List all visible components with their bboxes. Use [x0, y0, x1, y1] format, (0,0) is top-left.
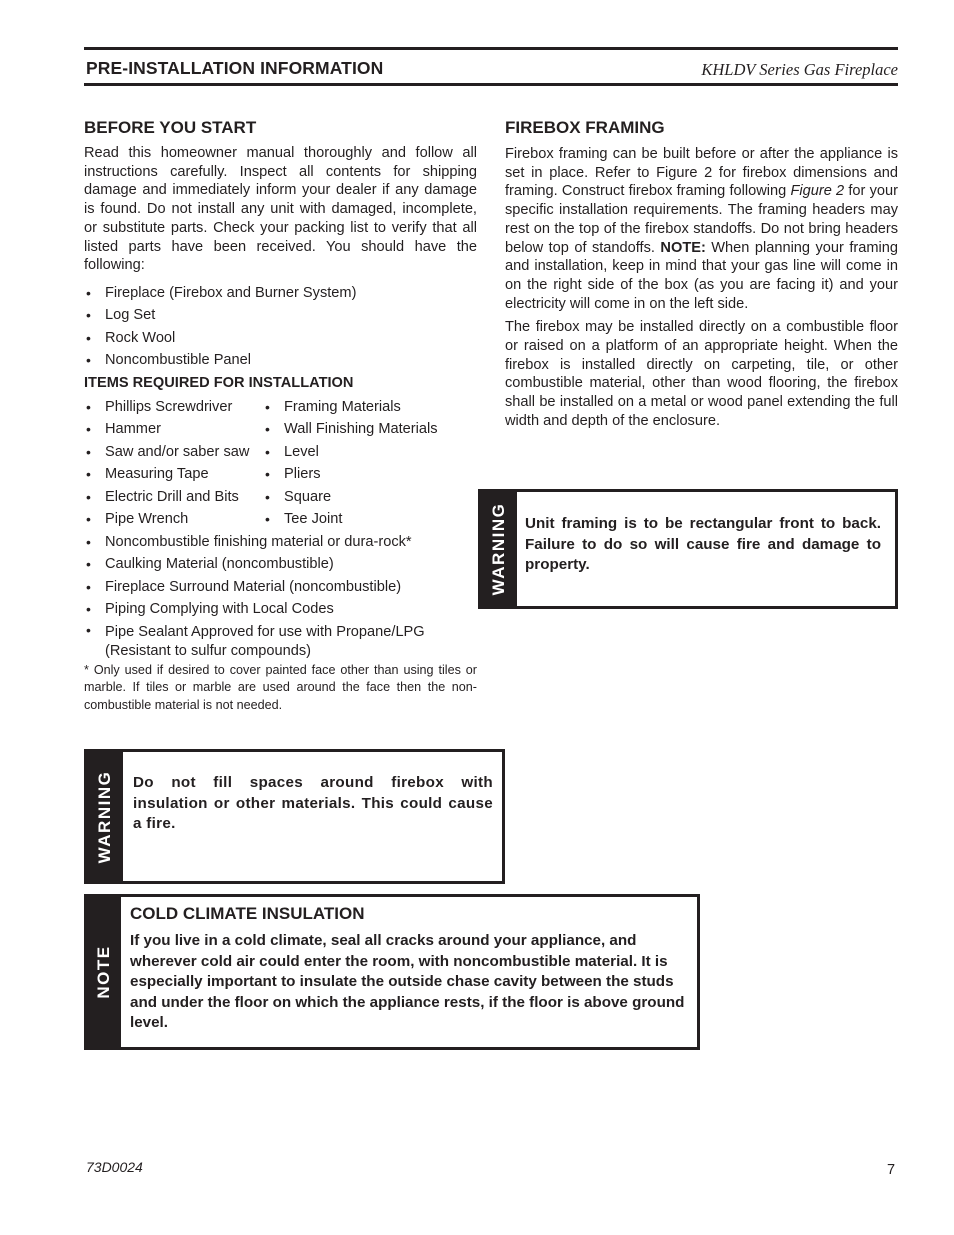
list-item: • Caulking Material (noncombustible)	[84, 553, 477, 576]
firebox-framing-paragraph-2: The firebox may be installed directly on a combustible floor or raised on a platform of an appropriate height. When the firebox is installed directly on carpeting, tile, or other combustible material, other than wood flooring, the firebox shall be installed on a metal or wood panel extending the full width and depth of the enclosure.	[505, 319, 898, 429]
header-rule-bottom	[84, 83, 898, 86]
list-item: • Pipe Sealant Approved for use with Propane/LPG (Resistant to sulfur compounds)	[84, 621, 477, 661]
product-title: KHLDV Series Gas Fireplace	[701, 60, 898, 79]
text-run: When planning your framing and installation, keep in mind that your gas line will come in on the right side of the box (as you are facing it) and your electricity will come in on the left side.	[505, 239, 898, 312]
text-run: Firebox framing can be built before or after the appliance is set in place. Refer to Figure 2 for firebox dimensions and framing. Construct firebox framing following	[505, 146, 898, 200]
list-item: • Noncombustible Panel	[84, 349, 477, 372]
note-text: If you live in a cold climate, seal all cracks around your appliance, and wherever cold air could enter the room, with noncombustible material. It is especially important to insulate the outside chase cavity between the studs and under the floor on which the appliance rests, if the floor is above ground level.	[130, 932, 685, 1032]
warning-text: Do not fill spaces around firebox with insulation or other materials. This could cause a fire.	[133, 774, 493, 832]
warning-label: WARNING	[95, 770, 114, 863]
list-item: • Rock Wool	[84, 327, 477, 350]
list-item: • Level	[263, 441, 483, 464]
list-item: • Fireplace (Firebox and Burner System)	[84, 282, 477, 305]
list-item: • Saw and/or saber saw	[84, 441, 263, 464]
before-you-start-intro: Read this homeowner manual thoroughly and follow all instructions carefully. Inspect all contents for shipping damage and immediately inform your dealer if any damage is found. Do not install any unit with damaged, incomplete, or substitute parts. Check your packing list to verify that all listed parts have been received. You should have the following:	[84, 145, 477, 274]
warning-box-insulation	[84, 749, 505, 884]
left-column	[84, 118, 477, 714]
materials-list	[84, 531, 477, 661]
footnote: * Only used if desired to cover painted face other than using tiles or marble. If tiles or marble are used around the face then the non-combustible material is not needed.	[84, 662, 477, 712]
note-label: NOTE	[94, 945, 113, 999]
warning-side-bar	[87, 752, 123, 881]
section-title: PRE-INSTALLATION INFORMATION	[86, 58, 384, 78]
list-item: • Noncombustible finishing material or dura-rock*	[84, 531, 477, 554]
contents-list	[84, 282, 477, 372]
list-item: • Hammer	[84, 418, 263, 441]
warning-box-framing	[478, 489, 898, 609]
note-heading: COLD CLIMATE INSULATION	[130, 904, 365, 923]
firebox-framing-paragraph-1	[505, 145, 898, 313]
warning-label: WARNING	[489, 502, 508, 596]
list-item: • Phillips Screwdriver	[84, 396, 263, 419]
list-item: • Electric Drill and Bits	[84, 486, 263, 509]
firebox-framing-heading: FIREBOX FRAMING	[505, 118, 665, 137]
list-item: • Wall Finishing Materials	[263, 418, 483, 441]
list-item: • Piping Complying with Local Codes	[84, 598, 477, 621]
note-side-bar	[87, 897, 121, 1047]
page-number: 7	[887, 1162, 896, 1178]
list-item: • Log Set	[84, 304, 477, 327]
list-item: • Square	[263, 486, 483, 509]
tools-list	[84, 396, 477, 531]
figure-reference: Figure 2	[790, 183, 845, 200]
list-item: • Tee Joint	[263, 508, 483, 531]
warning-side-bar	[481, 492, 517, 606]
document-number: 73D0024	[86, 1159, 143, 1175]
note-label: NOTE:	[660, 239, 706, 256]
list-item: • Framing Materials	[263, 396, 483, 419]
list-item: • Fireplace Surround Material (noncombustible)	[84, 576, 477, 599]
list-item: • Pipe Wrench	[84, 508, 263, 531]
before-you-start-heading: BEFORE YOU START	[84, 118, 257, 137]
items-required-heading: ITEMS REQUIRED FOR INSTALLATION	[84, 374, 354, 391]
header-rule-top	[84, 47, 898, 50]
right-column	[505, 118, 898, 431]
text-run: for your specific installation requirements. The framing headers may rest on the top of the firebox standoffs. Do not bring headers below top of standoffs.	[505, 183, 899, 256]
warning-text: Unit framing is to be rectangular front to back. Failure to do so will cause fire and damage to property.	[525, 515, 881, 573]
list-item: • Measuring Tape	[84, 463, 263, 486]
note-box-cold-climate	[84, 894, 700, 1050]
list-item: • Pliers	[263, 463, 483, 486]
